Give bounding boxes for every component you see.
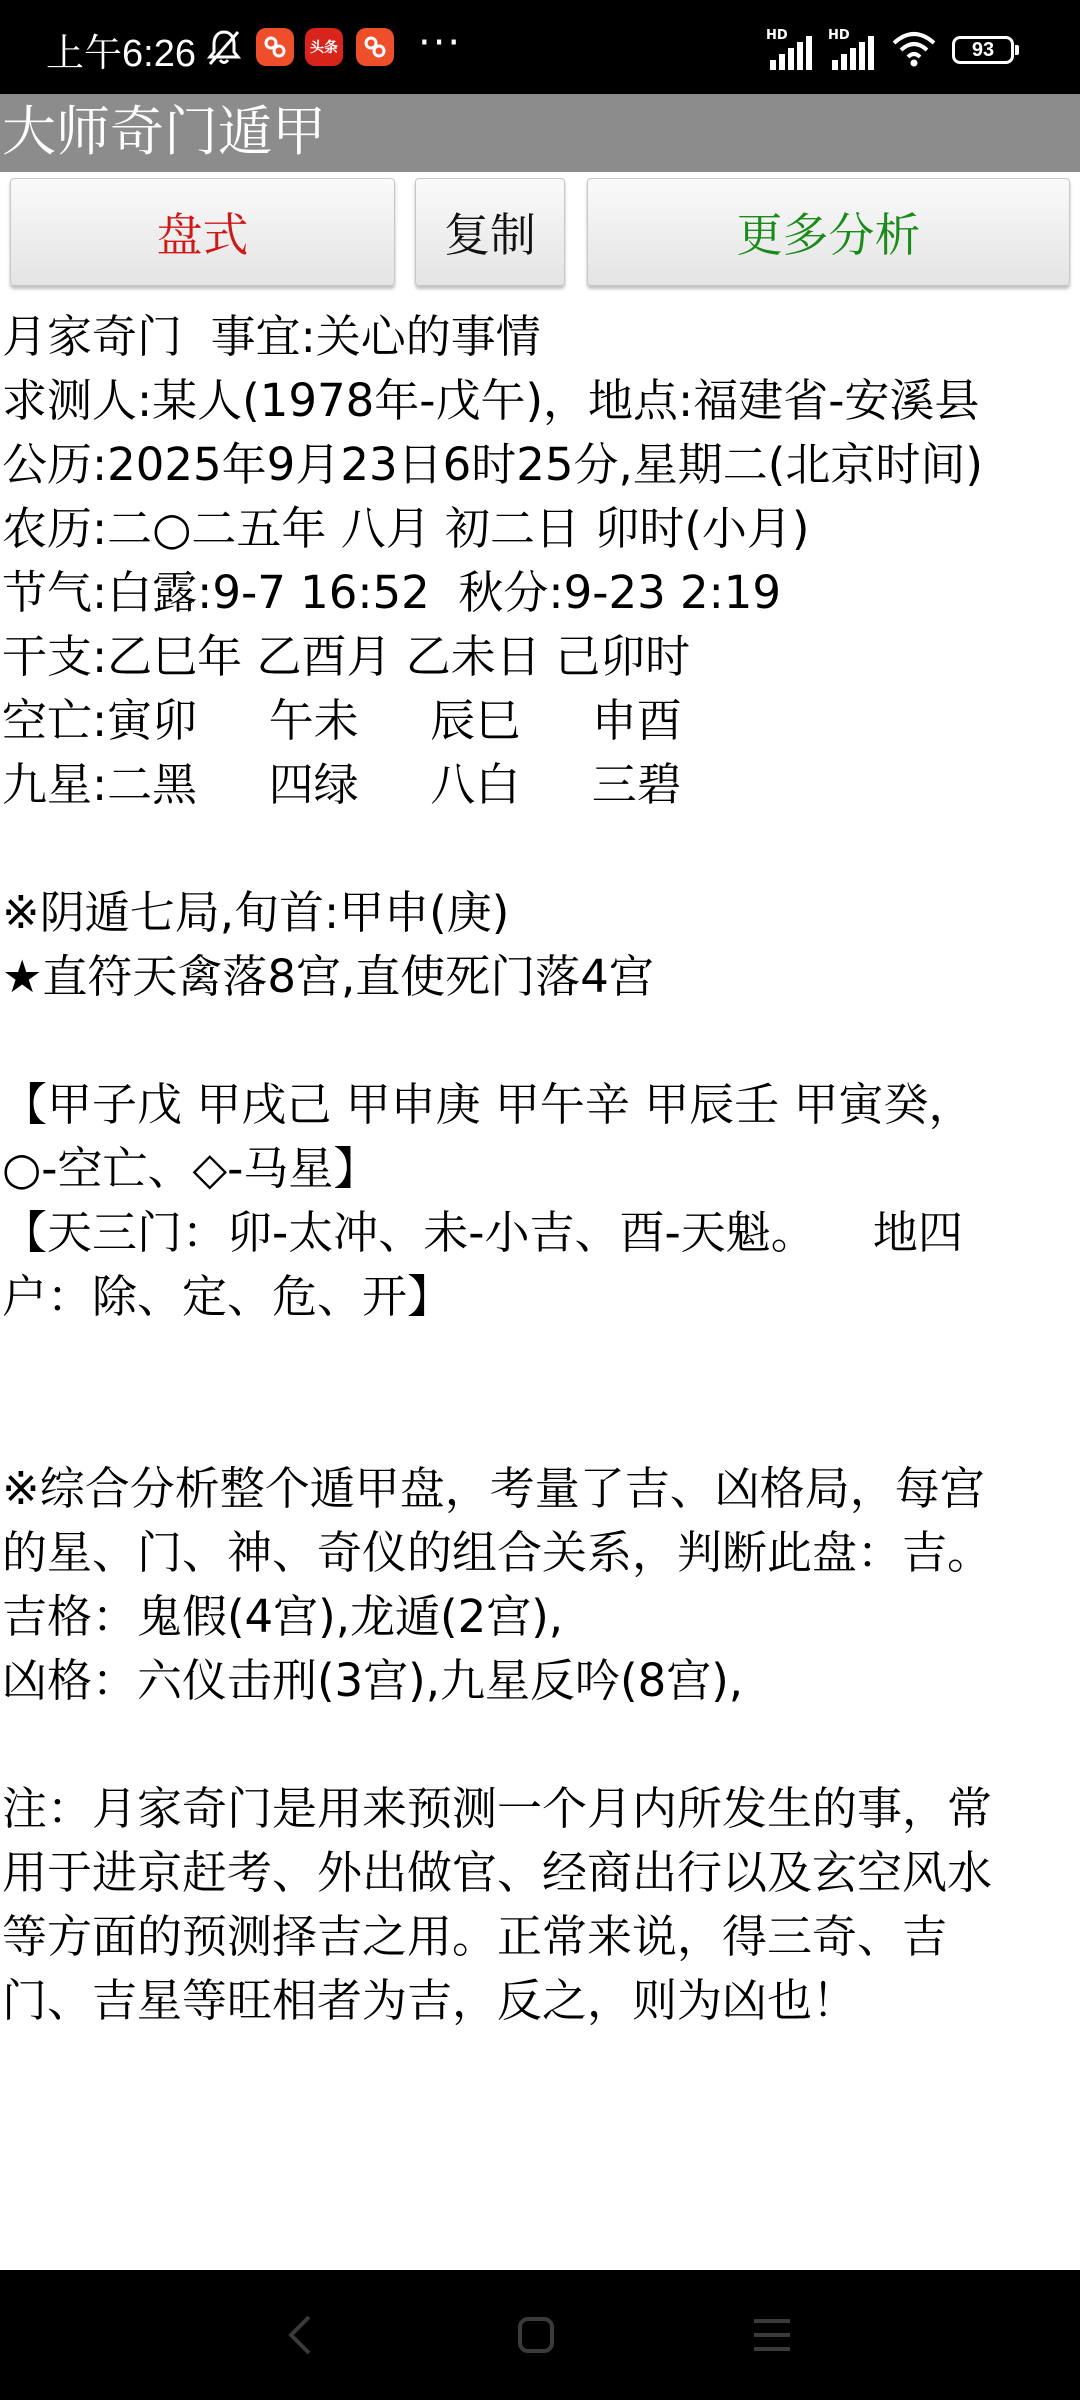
signal-icon: HD (828, 30, 882, 70)
text-line: 节气:白露:9-7 16:52 秋分:9-23 2:19 (2, 566, 782, 619)
text-line: 门、吉星等旺相者为吉，反之，则为凶也！ (2, 1974, 858, 2027)
status-bar (0, 0, 1080, 94)
text-line: 凶格：六仪击刑(3宫),九星反吟(8宫), (2, 1654, 744, 1707)
text-line: ※综合分析整个遁甲盘，考量了吉、凶格局，每宫 (2, 1462, 985, 1515)
home-icon[interactable] (476, 2270, 596, 2400)
text-line: 干支:乙巳年 乙酉月 乙未日 己卯时 (2, 630, 691, 683)
navigation-bar (0, 2270, 1080, 2400)
text-line: 公历:2025年9月23日6时25分,星期二(北京时间) (2, 438, 983, 491)
menu-icon[interactable] (712, 2270, 832, 2400)
text-line: 求测人:某人(1978年-戊午)，地点:福建省-安溪县 (2, 374, 980, 427)
app-icon (356, 28, 394, 66)
text-line: 户：除、定、危、开】 (2, 1270, 453, 1323)
text-line: 用于进京赶考、外出做官、经商出行以及玄空风水 (2, 1846, 993, 1899)
text-line: ○-空亡、◇-马星】 (2, 1142, 379, 1195)
chart-button[interactable]: 盘式 (10, 178, 395, 286)
text-line: 【甲子戊 甲戌己 甲申庚 甲午辛 甲辰壬 甲寅癸， (2, 1078, 974, 1131)
text-line: ★直符天禽落8宫,直使死门落4宫 (2, 950, 654, 1003)
back-icon[interactable] (240, 2270, 360, 2400)
signal-icon: HD (766, 30, 820, 70)
app-title-bar (0, 94, 1080, 172)
toutiao-icon: 头条 (305, 28, 343, 66)
text-line: ※阴遁七局,旬首:甲申(庚) (2, 886, 510, 939)
text-line: 【天三门：卯-太冲、未-小吉、酉-天魁。 地四 (2, 1206, 963, 1259)
more-analysis-button[interactable]: 更多分析 (587, 178, 1070, 286)
text-line: 九星:二黑 四绿 八白 三碧 (2, 758, 682, 811)
wifi-icon (892, 30, 936, 68)
battery-icon: 93 (952, 36, 1014, 64)
text-line: 注：月家奇门是用来预测一个月内所发生的事，常 (2, 1782, 993, 1835)
text-line: 月家奇门 事宜:关心的事情 (2, 310, 541, 363)
copy-button[interactable]: 复制 (415, 178, 565, 286)
status-time: 上午6:26 (46, 33, 196, 75)
text-line: 农历:二○二五年 八月 初二日 卯时(小月) (2, 502, 810, 555)
result-text (2, 305, 1077, 2033)
mute-bell-icon (206, 28, 242, 66)
text-line: 吉格：鬼假(4宫),龙遁(2宫), (2, 1590, 564, 1643)
app-title: 大师奇门遁甲 (2, 100, 326, 163)
text-line: 空亡:寅卯 午未 辰巳 申酉 (2, 694, 682, 747)
text-line: 的星、门、神、奇仪的组合关系，判断此盘：吉。 (2, 1526, 993, 1579)
more-notifications-icon: ··· (418, 20, 463, 66)
app-icon (256, 28, 294, 66)
text-line: 等方面的预测择吉之用。正常来说，得三奇、吉 (2, 1910, 948, 1963)
